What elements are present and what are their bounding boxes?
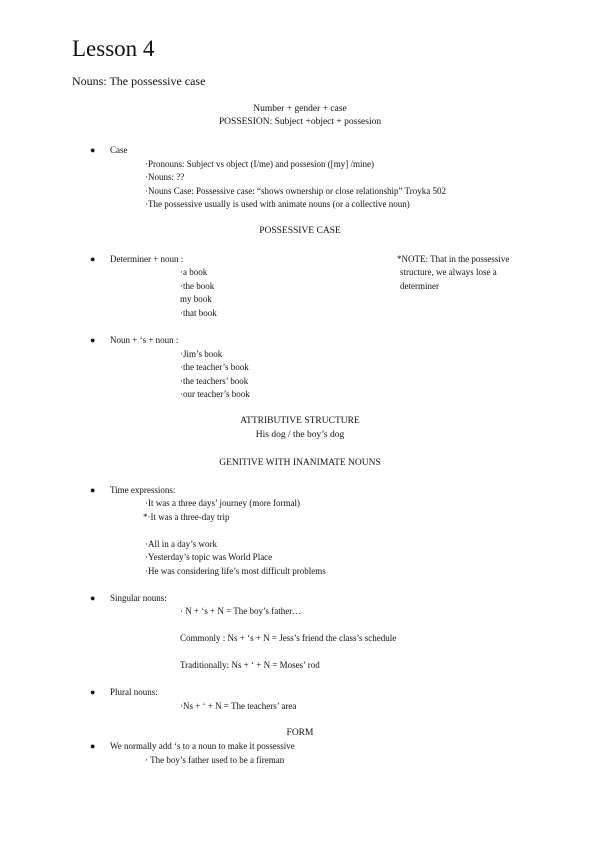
time-expressions-label: Time expressions: xyxy=(110,485,176,495)
bullet-icon: ● xyxy=(90,741,96,751)
bullet-icon: ● xyxy=(90,145,96,155)
noun-s-example: ·Jim’s book xyxy=(180,349,223,359)
header-line-1: Number + gender + case xyxy=(253,104,347,114)
note-line: *NOTE: That in the possessive xyxy=(397,254,510,264)
singular-nouns-line: · N + ‘s + N = The boy’s father… xyxy=(180,606,302,616)
case-label: Case xyxy=(110,145,128,155)
form-heading: FORM xyxy=(286,728,314,738)
noun-s-example: ·our teacher’s book xyxy=(180,389,250,399)
singular-nouns-label: Singular nouns: xyxy=(110,593,167,603)
page-subtitle: Nouns: The possessive case xyxy=(72,74,206,88)
plural-nouns-line: ·Ns + ‘ + N = The teachers’ area xyxy=(180,701,297,711)
noun-s-label: Noun + ‘s + noun : xyxy=(110,335,179,345)
noun-s-example: ·the teachers’ book xyxy=(180,376,249,386)
determiner-example: ·the book xyxy=(180,281,215,291)
time-expression-line: ·It was a three days’ journey (more formal) xyxy=(145,498,301,508)
plural-nouns-label: Plural nouns: xyxy=(110,687,158,697)
time-expression-line: *·It was a three-day trip xyxy=(143,512,230,522)
determiner-example: my book xyxy=(180,294,212,304)
bullet-icon: ● xyxy=(90,335,96,345)
header-line-2: POSSESION: Subject +object + possesion xyxy=(218,117,382,127)
note-line: structure, we always lose a xyxy=(400,267,497,277)
bullet-icon: ● xyxy=(90,485,96,495)
bullet-icon: ● xyxy=(90,687,96,697)
form-example: · The boy’s father used to be a fireman xyxy=(145,755,285,765)
determiner-label: Determiner + noun : xyxy=(110,254,184,264)
note-line: determiner xyxy=(400,281,439,291)
bullet-icon: ● xyxy=(90,254,96,264)
attributive-heading: ATTRIBUTIVE STRUCTURE xyxy=(240,416,360,426)
noun-s-example: ·the teacher’s book xyxy=(180,362,249,372)
case-line: ·Nouns: ?? xyxy=(145,172,185,182)
attributive-example: His dog / the boy’s dog xyxy=(255,430,345,440)
page-title: Lesson 4 xyxy=(72,36,155,61)
singular-nouns-line: Commonly : Ns + ‘s + N = Jess’s friend the class’s schedule xyxy=(180,633,397,643)
bullet-icon: ● xyxy=(90,593,96,603)
determiner-example: ·that book xyxy=(180,308,217,318)
time-expression-line: ·Yesterday’s topic was World Place xyxy=(145,552,273,562)
singular-nouns-line: Traditionally: Ns + ‘ + N = Moses’ rod xyxy=(180,660,320,670)
time-expression-line: ·He was considering life’s most difficult problems xyxy=(145,566,326,576)
case-line: ·Nouns Case: Possessive case: “shows ownership or close relationship” Troyka 502 xyxy=(145,186,446,196)
case-line: ·The possessive usually is used with animate nouns (or a collective noun) xyxy=(145,199,410,209)
possessive-case-heading: POSSESSIVE CASE xyxy=(259,226,341,236)
case-line: ·Pronouns: Subject vs object (I/me) and possesion ([my] /mine) xyxy=(145,159,374,169)
time-expression-line: ·All in a day’s work xyxy=(145,539,217,549)
determiner-example: ·a book xyxy=(180,267,208,277)
form-bullet-text: We normally add ‘s to a noun to make it possessive xyxy=(110,741,295,751)
genitive-heading: GENITIVE WITH INANIMATE NOUNS xyxy=(219,458,381,468)
